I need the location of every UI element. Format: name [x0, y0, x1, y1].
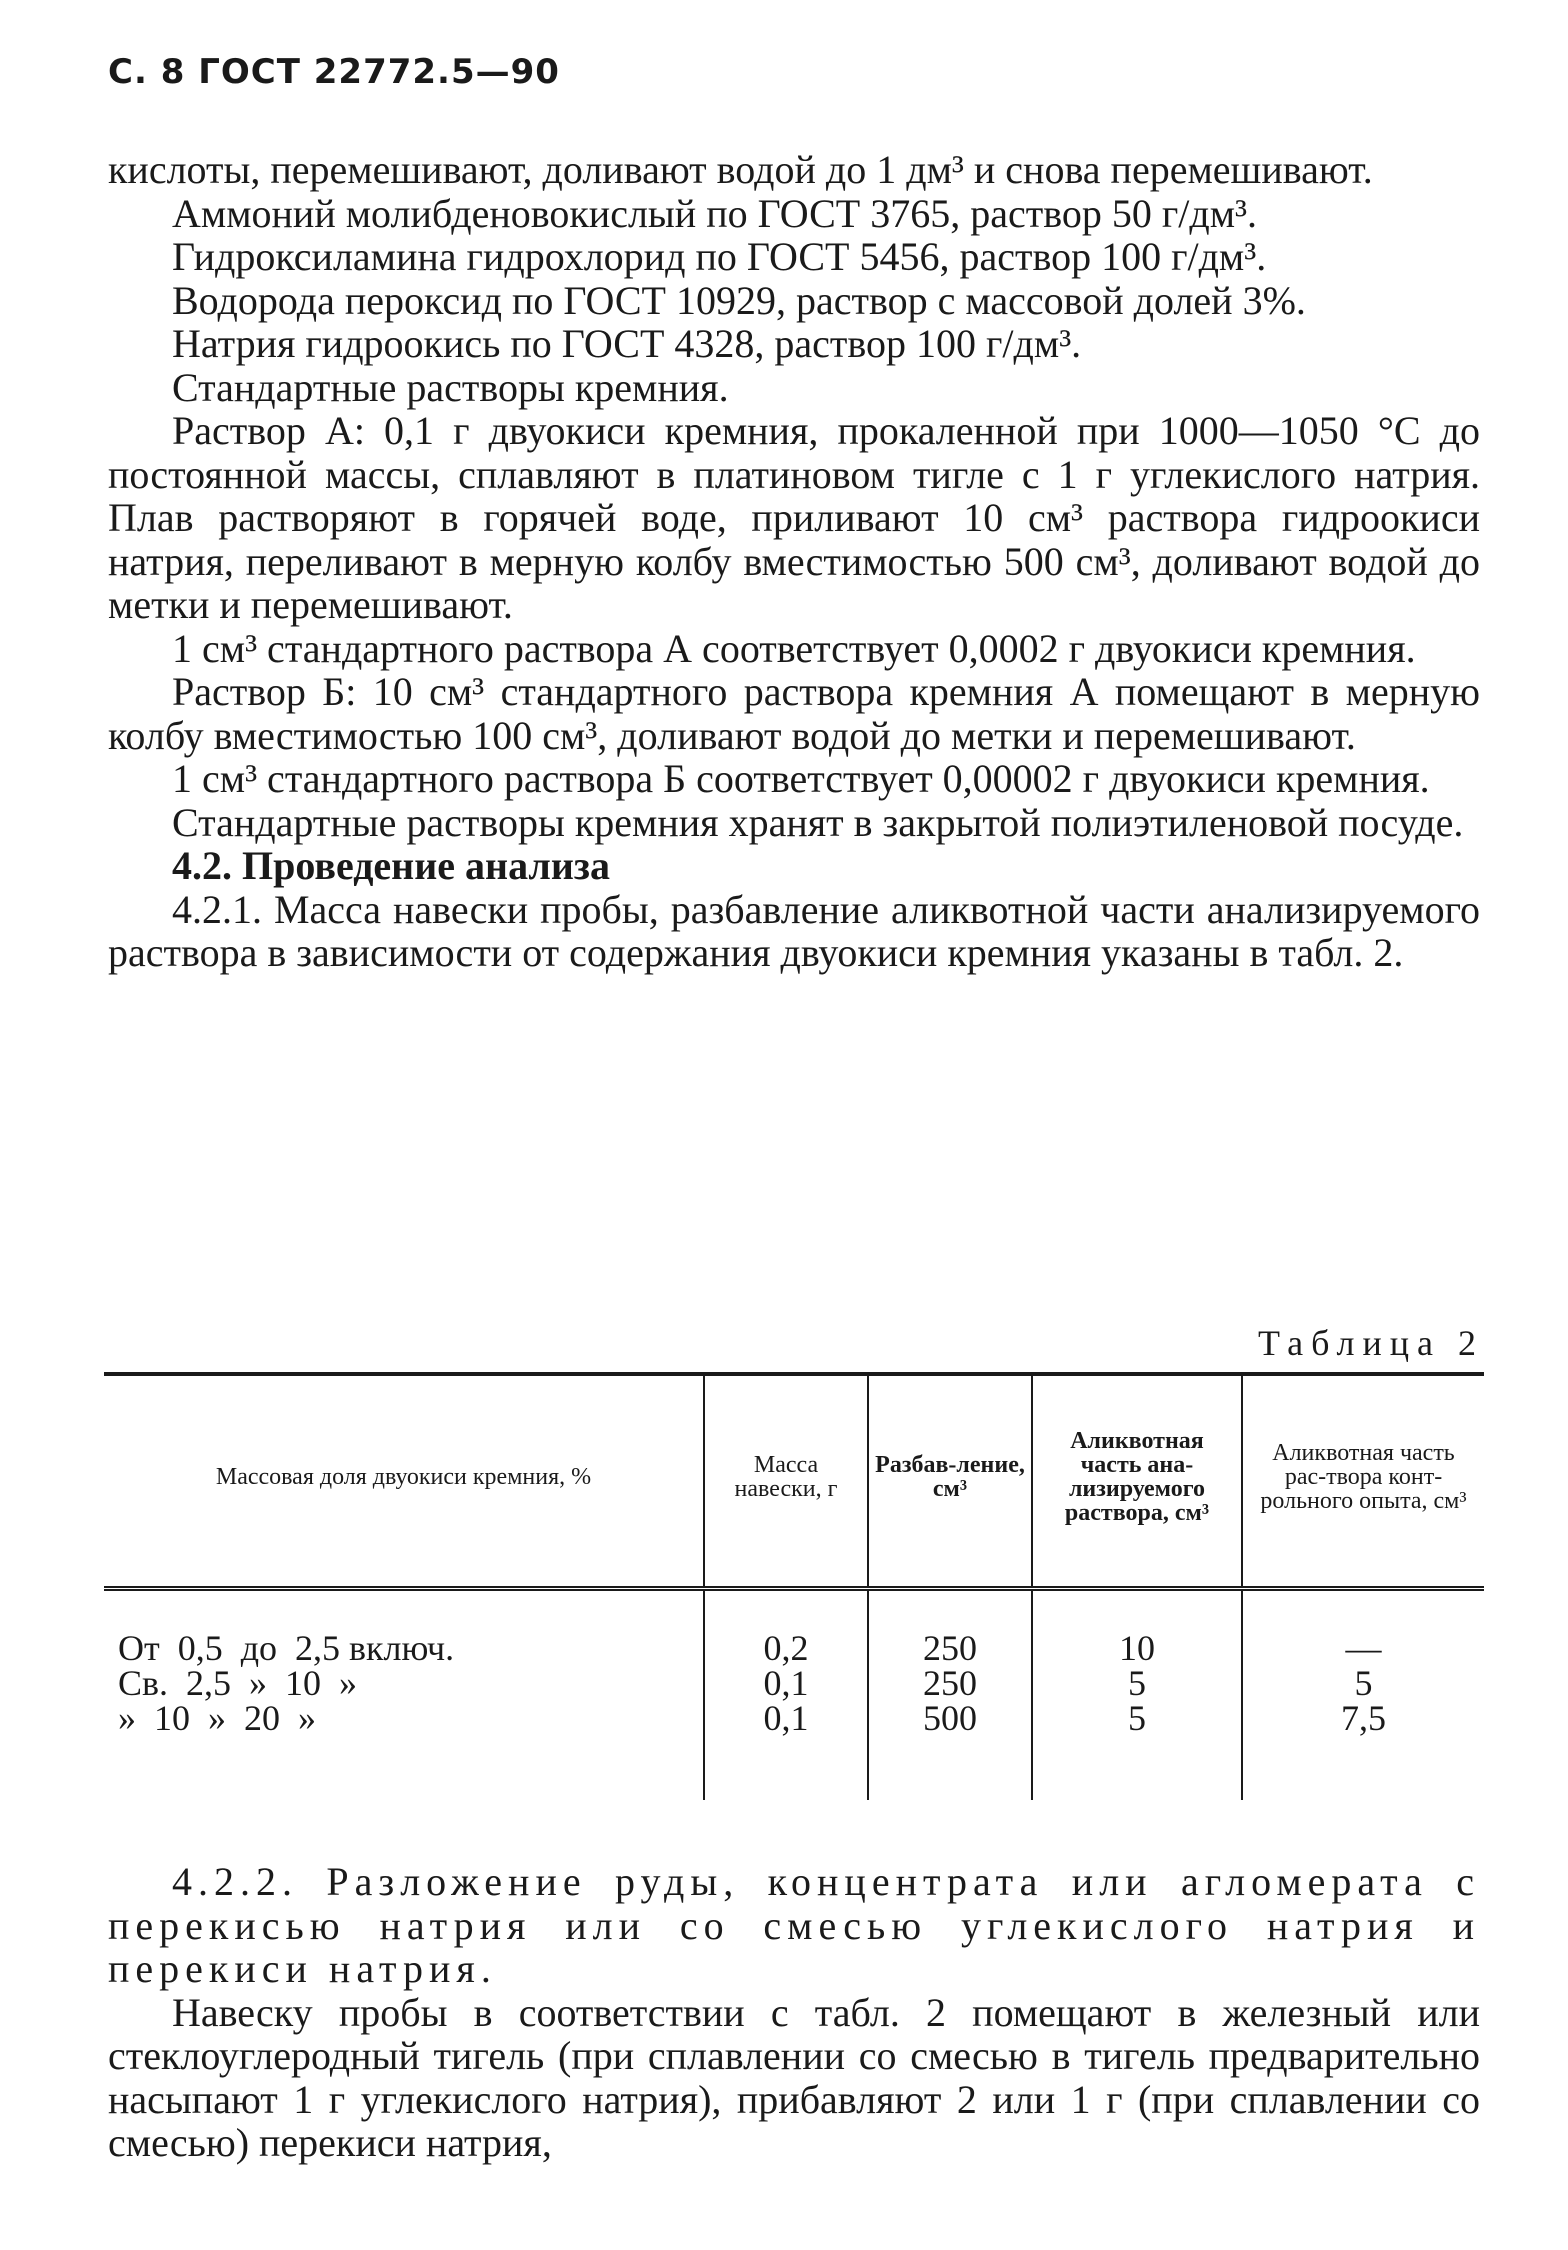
paragraph: Натрия гидроокись по ГОСТ 4328, раствор 100 г/дм³. — [172, 321, 1082, 366]
table-row — [104, 1666, 1484, 1701]
reagents-section — [108, 148, 1480, 975]
table-caption: Таблица 2 — [1258, 1323, 1484, 1363]
paragraph: Навеску пробы в соответствии с табл. 2 помещают в железный или стеклоуглеродный тигель (при сплавлении со смесью в тигель предварительно насыпают 1 г углекислого натрия), прибавляют 2 или 1 г (при сплавлении со смесью) перекиси натрия, — [108, 1989, 1480, 2165]
paragraph: Стандартные растворы кремния хранят в закрытой полиэтиленовой посуде. — [172, 799, 1464, 845]
paragraph: Стандартные растворы кремния. — [172, 364, 729, 410]
cell-aliquot: 5 — [1032, 1701, 1242, 1800]
cell-mass: 0,2 — [704, 1589, 868, 1667]
cell-dilution: 500 — [868, 1701, 1032, 1800]
header-mass-fraction: Массовая доля двуокиси кремния, % — [104, 1374, 704, 1589]
cell-range: От 0,5 до 2,5 включ. — [118, 1628, 455, 1668]
page-header: С. 8 ГОСТ 22772.5—90 — [108, 52, 560, 92]
header-sample-mass: Масса навески, г — [704, 1374, 868, 1589]
cell-range: Св. 2,5 » 10 » — [118, 1663, 358, 1703]
table-row — [104, 1589, 1484, 1667]
header-aliquot-analyzed: Аликвотная часть ана-лизируемого раствора, см³ — [1032, 1374, 1242, 1589]
paragraph: Раствор Б: 10 см³ стандартного раствора кремния А помещают в мерную колбу вместимостью 100 см³, доливают водой до метки и перемешивают. — [108, 669, 1480, 758]
cell-control: 7,5 — [1242, 1701, 1484, 1800]
paragraph: Раствор А: 0,1 г двуокиси кремния, прокаленной при 1000—1050 °С до постоянной массы, сплавляют в платиновом тигле с 1 г углекислого натрия. Плав растворяют в горячей воде, приливают 10 см³ раствора гидроокиси натрия, переливают в мерную колбу вместимостью 500 см³, доливают водой до метки и перемешивают. — [108, 408, 1480, 627]
paragraph-4-2-2: 4.2.2. Разложение руды, концентрата или агломерата с перекисью натрия или со смесью углекислого натрия и перекиси натрия. — [108, 1859, 1480, 1991]
cell-range: » 10 » 20 » — [118, 1698, 316, 1738]
cell-dilution: 250 — [868, 1666, 1032, 1701]
paragraph: Гидроксиламина гидрохлорид по ГОСТ 5456, раствор 100 г/дм³. — [172, 234, 1267, 279]
cell-mass: 0,1 — [704, 1666, 868, 1701]
cell-control: 5 — [1242, 1666, 1484, 1701]
cell-control: — — [1242, 1589, 1484, 1667]
decomposition-section — [108, 1860, 1480, 2165]
header-aliquot-control: Аликвотная часть рас-твора конт-рольного опыта, см³ — [1242, 1374, 1484, 1589]
paragraph: Водорода пероксид по ГОСТ 10929, раствор с массовой долей 3%. — [172, 277, 1306, 323]
cell-mass: 0,1 — [704, 1701, 868, 1800]
cell-aliquot: 10 — [1032, 1589, 1242, 1667]
paragraph: кислоты, перемешивают, доливают водой до 1 дм³ и снова перемешивают. — [108, 147, 1373, 192]
table-2 — [104, 1372, 1484, 1800]
paragraph: 1 см³ стандартного раствора Б соответствует 0,00002 г двуокиси кремния. — [172, 756, 1430, 801]
table-header-row — [104, 1374, 1484, 1589]
table-row — [104, 1701, 1484, 1800]
cell-aliquot: 5 — [1032, 1666, 1242, 1701]
header-dilution: Разбав-ление, см³ — [868, 1374, 1032, 1589]
section-heading: 4.2. Проведение анализа — [172, 843, 610, 888]
cell-dilution: 250 — [868, 1589, 1032, 1667]
paragraph: Аммоний молибденовокислый по ГОСТ 3765, раствор 50 г/дм³. — [172, 190, 1257, 236]
paragraph-4-2-1: 4.2.1. Масса навески пробы, разбавление аликвотной части анализируемого раствора в зависимости от содержания двуокиси кремния указаны в табл. 2. — [108, 886, 1480, 975]
paragraph: 1 см³ стандартного раствора А соответствует 0,0002 г двуокиси кремния. — [172, 625, 1416, 671]
